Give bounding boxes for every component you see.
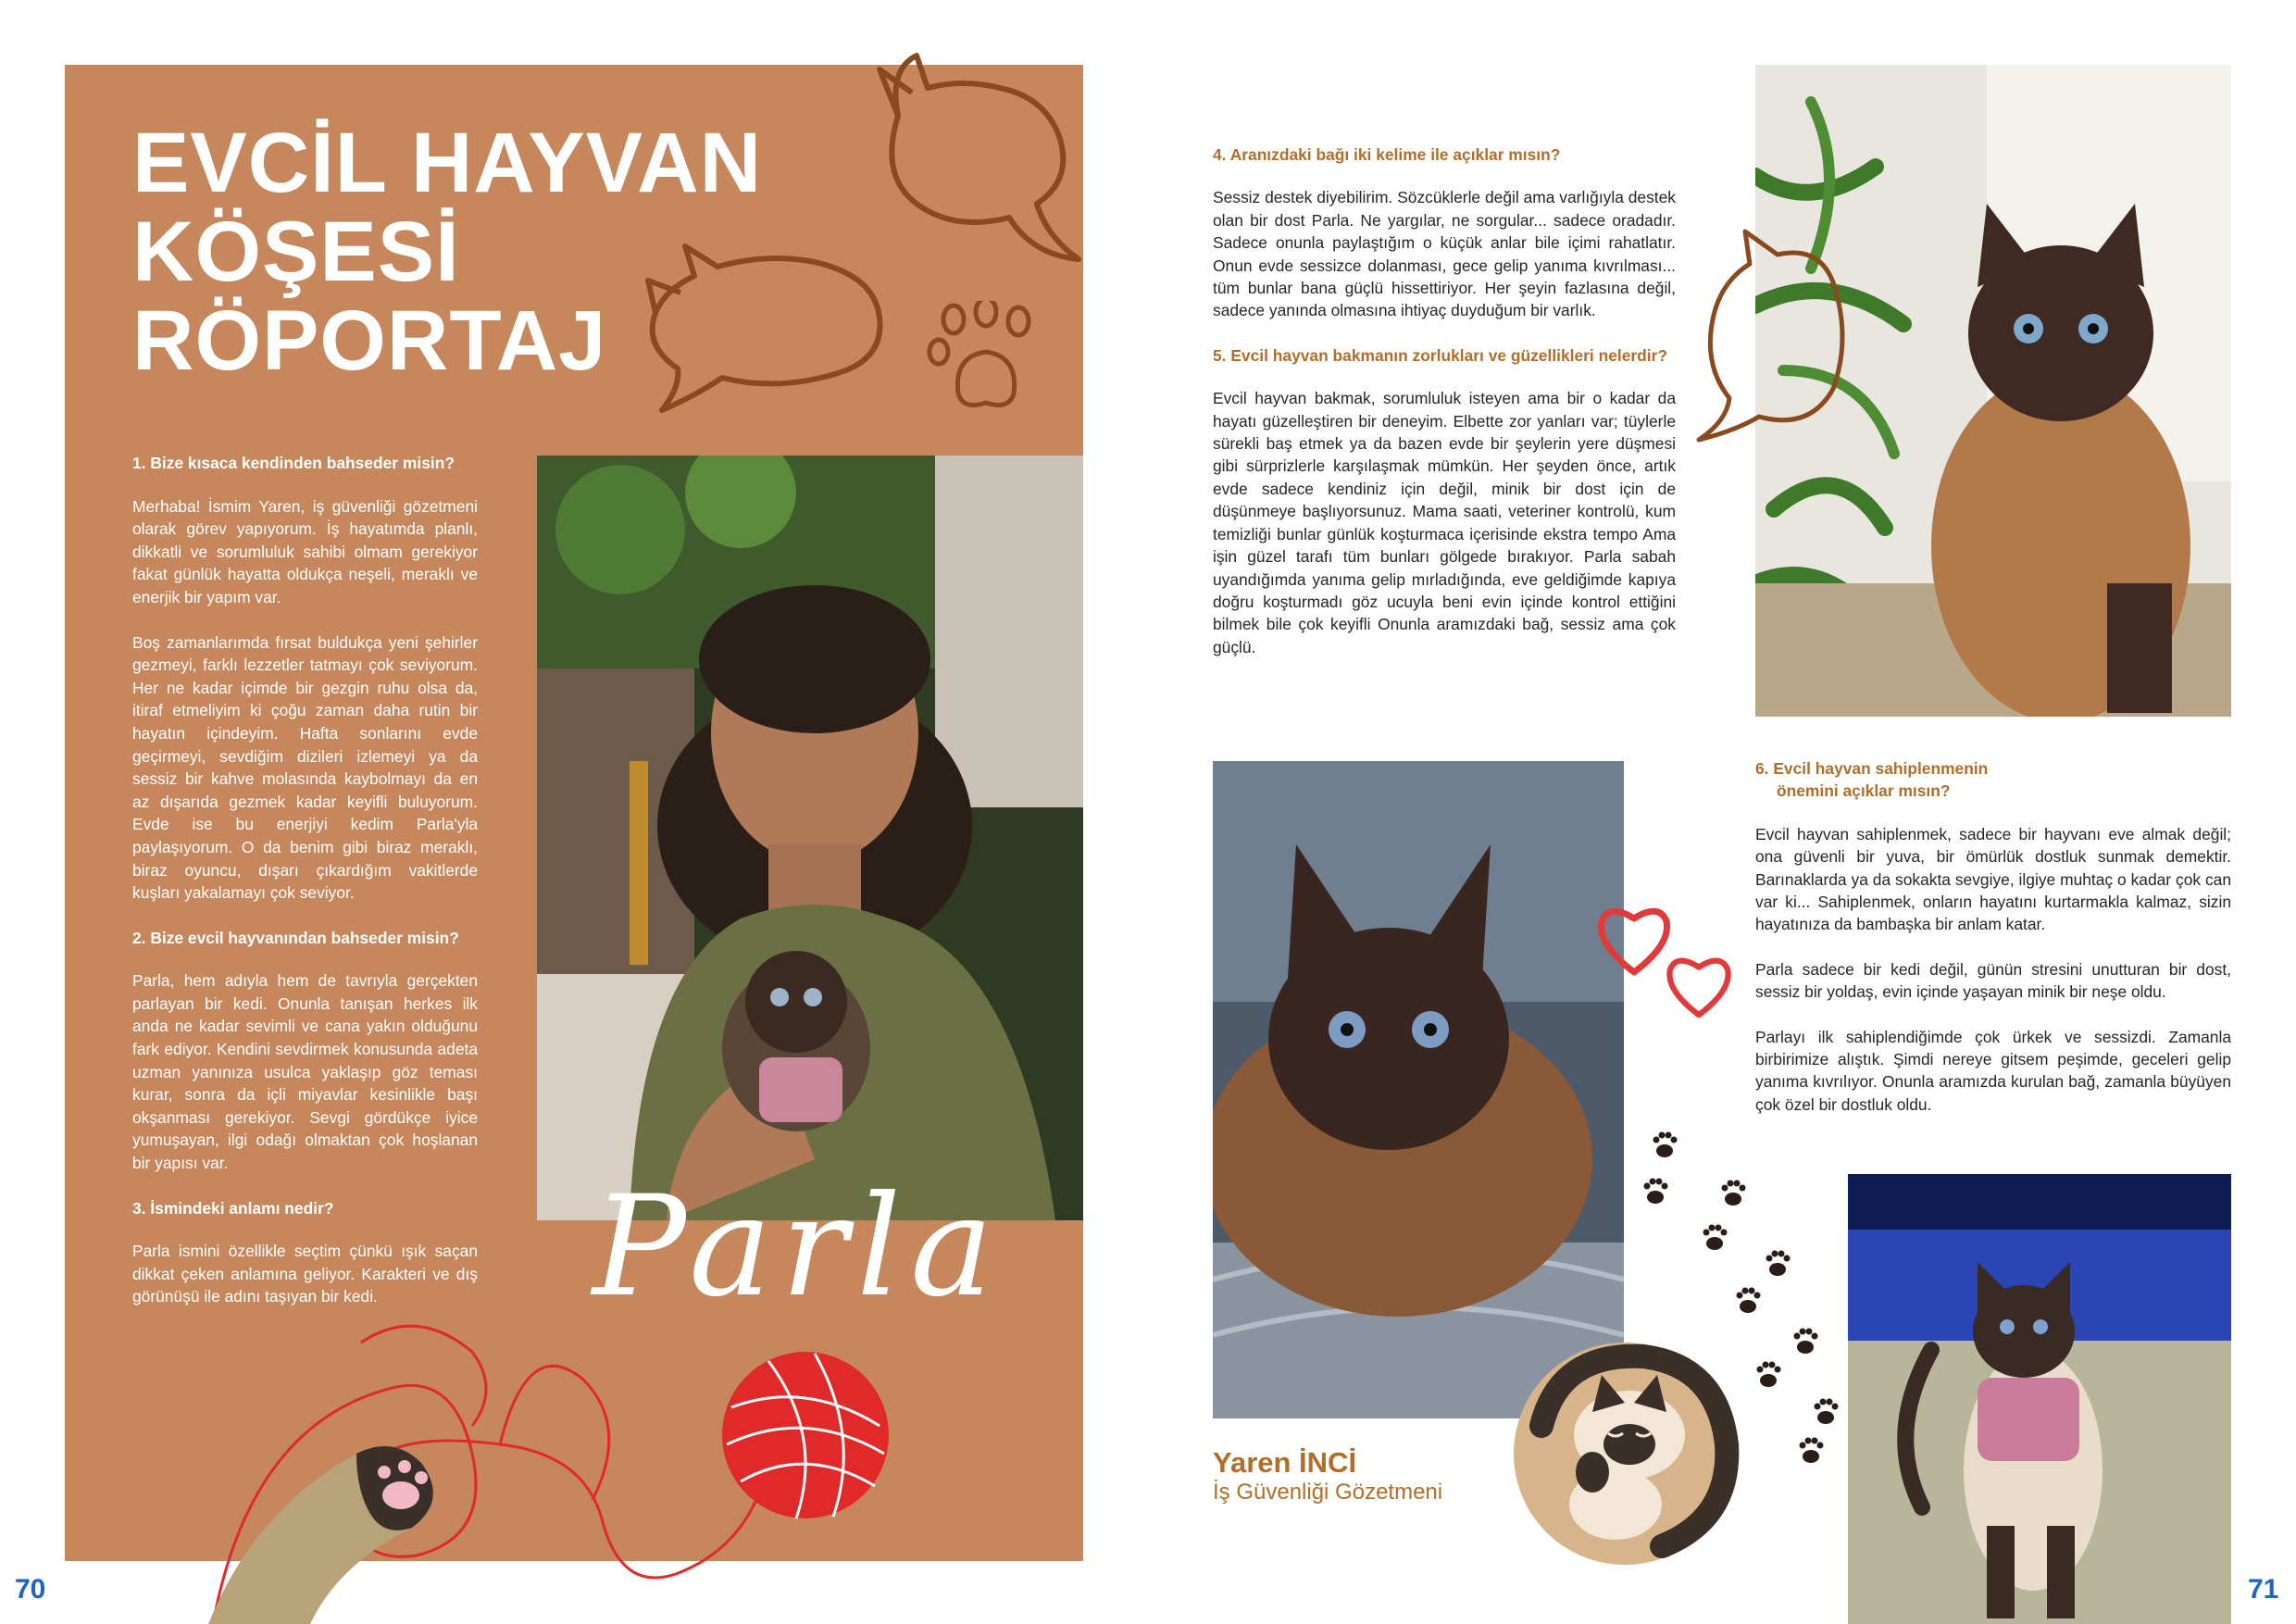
yarn-ball-icon (713, 1343, 898, 1528)
author-role: İş Güvenliği Gözetmeni (1213, 1480, 1443, 1505)
answer-6-paragraph-1: Evcil hayvan sahiplenmek, sadece bir hayvanı eve almak değil; ona güvenli bir yuva, bir ömürlük dostluk sunmak demektir. Barınaklarda ya da sokakta sevgiye, ilgiye muhtaç o kadar çok can var ki... Sahiplenmek, onların hayatını kurtarmakla kalmaz, sizin hayatınıza da bambaşka bir anlam katar. (1755, 824, 2231, 934)
title-line-1: EVCİL HAYVAN (132, 116, 763, 210)
interview-column-right-bottom (1755, 757, 2231, 1138)
answer-1-paragraph-1: Merhaba! İsmim Yaren, iş güvenliği gözetmeni olarak görev yapıyorum. İş hayatımda planlı, dikkatli ve sorumluluk sahibi olmam gerekiyor fakat günlük hayatta oldukça neşeli, meraklı ve enerjik bir yapım var. (132, 496, 478, 606)
paw-print-icon (1800, 1438, 1824, 1464)
paw-print-icon (1722, 1181, 1746, 1206)
answer-6-paragraph-3: Parlayı ilk sahiplendiğimde çok ürkek ve sessizdi. Zamanla birbirimize alıştık. Şimdi nereye gitsem peşimde, geceleri gelip yanıma kıvrılıyor. Onunla aramızda kurulan bağ, zamanla büyüyen çok özel bir dostluk oldu. (1755, 1027, 2231, 1114)
answer-6-paragraph-2: Parla sadece bir kedi değil, günün stresini unutturan bir dost, sessiz bir yoldaş, evin içinde yaşayan minik bir neşe oldu. (1755, 959, 2231, 1002)
answer-3: Parla ismini özellikle seçtim çünkü ışık saçan dikkat çeken anlamına geliyor. Karakteri ve dış görünüşü ile adını taşıyan bir kedi. (132, 1242, 478, 1306)
page-number-right: 71 (2248, 1574, 2279, 1605)
paw-print-icon (1757, 1362, 1781, 1388)
question-6-line-2: önemini açıklar mısın? (1777, 781, 1951, 801)
owner-with-cat-photo (537, 456, 1083, 1220)
answer-1-paragraph-2: Boş zamanlarımda fırsat buldukça yeni şehirler gezmeyi, farklı lezzetler tatmayı çok seviyorum. Her ne kadar içimde bir gezgin ruhu olsa da, itiraf etmeliyim ki çoğu zaman daha rutin bir hayatın içindeyim. Hafta sonlarını evde geçirmeyi, sevdiğim dizileri izlemeyi ya da sessiz bir kahve molasında kaybolmayı da en az dışarıda gezmek kadar keyifli buluyorum. Evde ise bu enerjiyi kedim Parla'yla paylaşıyorum. O da benim gibi biraz meraklı, biraz oyuncu, dışarı çıkardığım vakitlerde kuşları yakalamayı çok seviyor. (132, 632, 478, 903)
answer-4: Sessiz destek diyebilirim. Sözcüklerle değil ama varlığıyla destek olan bir dost Parla. Ne yargılar, ne sorgular... sadece oradadır. Sadece onunla paylaştığım o küçük anlar bile içimi rahatlatır. Onun evde sessizce dolanması, gece gelip yanıma kıvrılması... tüm bunlar bana güçlü hissettiriyor. Her şeyin fazlasına değil, sadece yanında olmasına ihtiyaç duyduğum bir varlık. (1213, 188, 1676, 320)
cat-speech-bubble-icon (861, 51, 1120, 273)
question-1: 1. Bize kısaca kendinden bahseder misin? (132, 454, 455, 472)
interview-column-left (132, 452, 478, 1330)
paw-print-icon (1653, 1132, 1678, 1158)
page-number-left: 70 (15, 1574, 46, 1605)
cat-speech-bubble-icon (630, 239, 898, 415)
cat-beach-night-photo (1848, 1174, 2231, 1624)
heart-icon (1662, 949, 1736, 1023)
question-6-line-1: 6. Evcil hayvan sahiplenmenin (1755, 759, 1989, 778)
paw-print-icon (1644, 1179, 1668, 1205)
paw-print-icon (1737, 1288, 1761, 1314)
author-name: Yaren İNCİ (1213, 1446, 1357, 1479)
title-line-2: KÖŞESİ (132, 205, 460, 299)
paw-print-icon (1815, 1399, 1839, 1425)
paw-print-icon (1794, 1329, 1818, 1355)
cat-paw-icon (199, 1407, 495, 1624)
question-5: 5. Evcil hayvan bakmanın zorlukları ve güzellikleri nelerdir? (1213, 345, 1667, 365)
cat-speech-bubble-icon (1694, 227, 1879, 449)
sleeping-cat-icon (1504, 1324, 1745, 1574)
question-2: 2. Bize evcil hayvanından bahseder misin? (132, 928, 459, 947)
title-line-3: RÖPORTAJ (132, 294, 607, 388)
interview-column-right-top (1213, 144, 1676, 681)
paw-print-icon (1766, 1251, 1791, 1277)
cat-blanket-photo (1213, 761, 1624, 1418)
script-name-parla: Parla (593, 1167, 1003, 1328)
question-3: 3. İsmindeki anlamı nedir? (132, 1198, 334, 1218)
answer-2: Parla, hem adıyla hem de tavrıyla gerçekten parlayan bir kedi. Onunla tanışan herkes ilk anda ne kadar sevimli ve cana yakın olduğunu fark ediyor. Kendini sevdirmek konusunda adeta uzman yanınıza usulca yaklaşıp göz teması kurar, sonra da içli miyavlar kesinlikle başı okşanması gerekiyor. Sevgi gördükçe iyice yumuşayan, ilgi odağı olmaktan çok hoşlanan bir yapısı var. (132, 971, 478, 1173)
paw-print-icon (926, 301, 1046, 417)
paw-print-icon (1703, 1225, 1728, 1251)
question-4: 4. Aranızdaki bağı iki kelime ile açıklar mısın? (1213, 145, 1561, 164)
answer-5: Evcil hayvan bakmak, sorumluluk isteyen ama bir o kadar da hayatı güzelleştiren bir deneyim. Elbette zor yanları var; tüylerle sürekli baş etmek ya da bazen evde bir şeylerin yere düşmesi gibi sürprizlerle karşılaşmak mümkün. Her şeyden önce, artık evde sadece kendiniz için değil, minik bir dost için de düşünmeye başlıyorsunuz. Mama saati, veteriner kontrolü, kum temizliği bunlar günlük koşturmaca içerisinde ekstra tempo Ama işin güzel tarafı tüm bunları gölgede bırakıyor. Parla sabah uyandığımda yanıma gelip mırladığında, eve geldiğimde kapıya doğru koşturmadı göz ucuyla beni evin içinde kontrol ettiğini bilmek bile çok keyifli Onunla aramızdaki bağ, sessiz ama çok güçlü. (1213, 389, 1676, 656)
